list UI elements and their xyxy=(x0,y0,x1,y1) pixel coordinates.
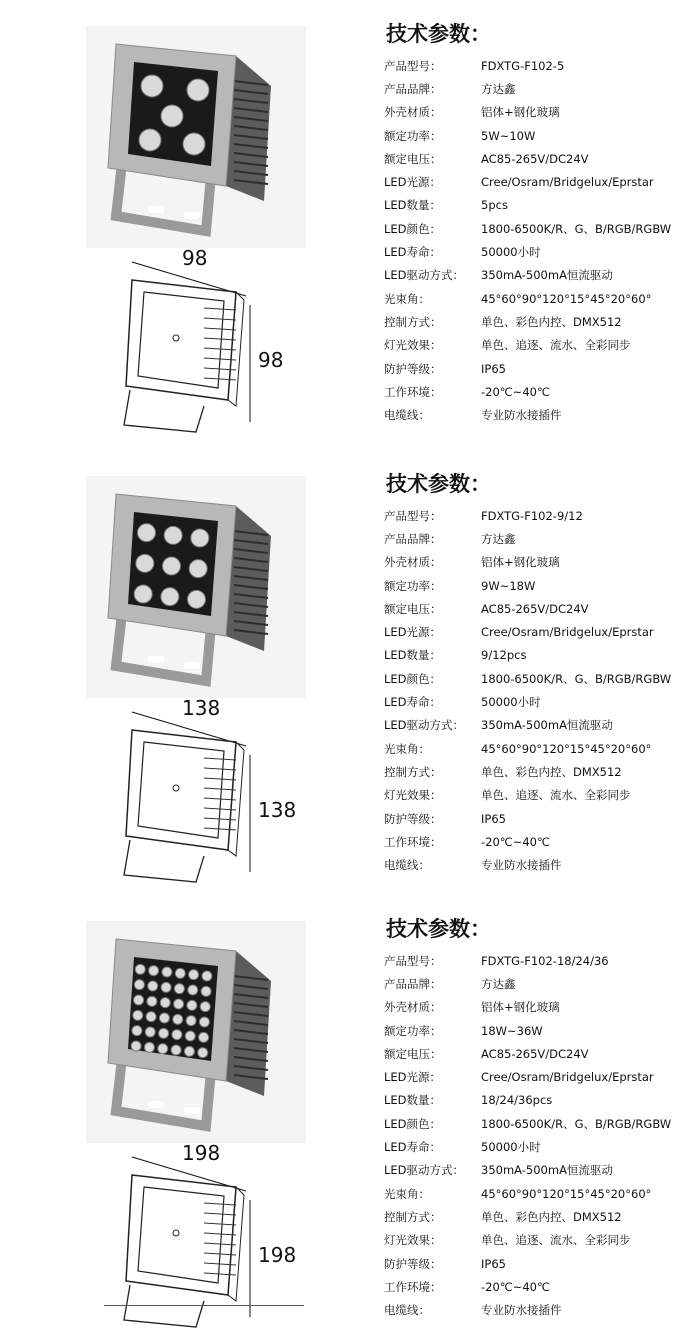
spec-value: 专业防水接插件 xyxy=(481,1303,562,1318)
spec-title: 技术参数： xyxy=(386,917,491,941)
led-chip xyxy=(159,1028,169,1038)
spec-label: 额定电压： xyxy=(384,601,442,616)
led-chip xyxy=(138,524,156,542)
outline-fin xyxy=(204,758,236,760)
spec-label: 额定电压： xyxy=(384,151,442,166)
outline-fin xyxy=(204,328,236,330)
outline-bracket xyxy=(124,840,204,882)
outline-fin xyxy=(204,1273,236,1275)
spec-value: 350mA-500mA恒流驱动 xyxy=(481,718,613,733)
spec-row xyxy=(384,972,694,995)
spec-label: 灯光效果： xyxy=(384,338,442,353)
spec-row xyxy=(384,527,694,550)
led-chip xyxy=(149,966,159,976)
spec-label: LED驱动方式： xyxy=(384,718,465,733)
spec-label: 电缆线： xyxy=(384,1303,430,1318)
spec-value: 50000小时 xyxy=(481,695,541,710)
spec-value: 单色、追逐、流水、全彩同步 xyxy=(481,338,631,353)
spec-row xyxy=(384,1065,694,1088)
led-chip xyxy=(139,129,161,151)
spec-label: LED数量： xyxy=(384,1093,442,1108)
led-chip xyxy=(189,970,199,980)
bracket-hole xyxy=(184,662,200,669)
outline-fin xyxy=(204,1263,236,1265)
spec-value: 1800-6500K/R、G、B/RGB/RGBW xyxy=(481,221,672,236)
led-chip xyxy=(199,1032,209,1042)
spec-row xyxy=(384,77,694,100)
spec-label: LED寿命： xyxy=(384,695,442,710)
spec-row xyxy=(384,830,694,853)
spec-row xyxy=(384,1275,694,1298)
spec-label: 灯光效果： xyxy=(384,1233,442,1248)
spec-row xyxy=(384,807,694,830)
spec-value: 45°60°90°120°15°45°20°60° xyxy=(481,741,652,756)
outline-fin xyxy=(204,338,236,340)
outline-fin xyxy=(204,1233,236,1235)
spec-label: LED光源： xyxy=(384,625,442,640)
led-chip xyxy=(171,1045,181,1055)
height-dimension-label: 98 xyxy=(258,348,284,372)
spec-label: LED光源： xyxy=(384,1070,442,1085)
led-chip xyxy=(162,967,172,977)
spec-label: 工作环境： xyxy=(384,384,442,399)
spec-label: LED颜色： xyxy=(384,221,442,236)
spec-row xyxy=(384,504,694,527)
spec-value: AC85-265V/DC24V xyxy=(481,601,589,616)
spec-label: LED驱动方式： xyxy=(384,268,465,283)
led-chip xyxy=(131,1041,141,1051)
dimension-drawing xyxy=(86,1141,316,1335)
spec-label: LED颜色： xyxy=(384,671,442,686)
spec-row xyxy=(384,357,694,380)
outline-fin xyxy=(204,818,236,820)
spec-value: 专业防水接插件 xyxy=(481,408,562,423)
spec-label: LED光源： xyxy=(384,175,442,190)
outline-side xyxy=(228,1187,244,1301)
spec-row xyxy=(384,1205,694,1228)
spec-label: 额定功率： xyxy=(384,128,442,143)
spec-label: 产品型号： xyxy=(384,953,442,968)
spec-row xyxy=(384,1019,694,1042)
spec-value: Cree/Osram/Bridgelux/Eprstar xyxy=(481,625,654,640)
led-chip xyxy=(161,982,171,992)
spec-value: 5pcs xyxy=(481,198,508,213)
spec-value: Cree/Osram/Bridgelux/Eprstar xyxy=(481,175,654,190)
spec-label: 产品品牌： xyxy=(384,81,442,96)
product-photo xyxy=(86,476,306,698)
width-dimension-label: 98 xyxy=(182,246,208,270)
spec-row xyxy=(384,551,694,574)
spec-value: 50000小时 xyxy=(481,245,541,260)
spec-row xyxy=(384,1182,694,1205)
dimension-drawing xyxy=(86,246,316,440)
led-chip xyxy=(161,588,179,606)
led-chip xyxy=(175,968,185,978)
outline-side xyxy=(228,742,244,856)
outline-screw xyxy=(173,785,179,791)
spec-row xyxy=(384,217,694,240)
spec-row xyxy=(384,949,694,972)
led-chip xyxy=(187,79,209,101)
spec-label: 灯光效果： xyxy=(384,788,442,803)
spec-label: 电缆线： xyxy=(384,858,430,873)
spec-label: 外壳材质： xyxy=(384,555,442,570)
bracket-hole xyxy=(148,1101,164,1108)
led-chip xyxy=(159,1013,169,1023)
spec-row xyxy=(384,1159,694,1182)
spec-value: AC85-265V/DC24V xyxy=(481,1046,589,1061)
led-chip xyxy=(183,133,205,155)
spec-label: 外壳材质： xyxy=(384,1000,442,1015)
spec-value: 专业防水接插件 xyxy=(481,858,562,873)
led-chip xyxy=(135,964,145,974)
spec-value: 18/24/36pcs xyxy=(481,1093,553,1108)
spec-row xyxy=(384,380,694,403)
bracket-hole xyxy=(148,206,164,213)
spec-row xyxy=(384,403,694,426)
outline-fin xyxy=(204,1213,236,1215)
spec-value: 单色、彩色内控、DMX512 xyxy=(481,764,622,779)
led-chip xyxy=(133,1010,143,1020)
spec-value: -20℃~40℃ xyxy=(481,384,550,399)
spec-value: IP65 xyxy=(481,811,506,826)
spec-label: 防护等级： xyxy=(384,1256,442,1271)
outline-screw xyxy=(173,335,179,341)
spec-value: IP65 xyxy=(481,361,506,376)
spec-value: 45°60°90°120°15°45°20°60° xyxy=(481,291,652,306)
product-photo xyxy=(86,921,306,1143)
spec-value: 单色、彩色内控、DMX512 xyxy=(481,1209,622,1224)
led-chip xyxy=(132,1026,142,1036)
spec-row xyxy=(384,170,694,193)
led-chip xyxy=(173,1014,183,1024)
outline-lens xyxy=(138,742,224,838)
spec-label: LED寿命： xyxy=(384,1140,442,1155)
spec-value: 350mA-500mA恒流驱动 xyxy=(481,268,613,283)
spec-row xyxy=(384,853,694,876)
led-chip xyxy=(198,1048,208,1058)
width-dimension-label: 138 xyxy=(182,696,221,720)
spec-row xyxy=(384,1135,694,1158)
spec-value: 铝体+钢化玻璃 xyxy=(481,105,560,120)
spec-label: 工作环境： xyxy=(384,834,442,849)
spec-label: LED数量： xyxy=(384,198,442,213)
led-chip xyxy=(200,1002,210,1012)
spec-label: 额定功率： xyxy=(384,1023,442,1038)
spec-label: 光束角： xyxy=(384,291,430,306)
spec-label: 控制方式： xyxy=(384,764,442,779)
outline-lens xyxy=(138,292,224,388)
spec-row xyxy=(384,287,694,310)
spec-row xyxy=(384,334,694,357)
led-chip xyxy=(144,1042,154,1052)
height-dimension-label: 138 xyxy=(258,798,297,822)
spec-value: 方达鑫 xyxy=(481,976,516,991)
spec-value: 单色、彩色内控、DMX512 xyxy=(481,314,622,329)
outline-fin xyxy=(204,368,236,370)
spec-value: 5W~10W xyxy=(481,128,536,143)
spec-row xyxy=(384,310,694,333)
spec-value: FDXTG-F102-18/24/36 xyxy=(481,953,609,968)
spec-value: FDXTG-F102-5 xyxy=(481,58,565,73)
spec-label: LED驱动方式： xyxy=(384,1163,465,1178)
dimension-drawing xyxy=(86,696,316,890)
led-chip xyxy=(188,590,206,608)
spec-label: 额定电压： xyxy=(384,1046,442,1061)
outline-screw xyxy=(173,1230,179,1236)
spec-row xyxy=(384,1042,694,1065)
spec-value: 18W~36W xyxy=(481,1023,543,1038)
spec-row xyxy=(384,1298,694,1321)
spec-row xyxy=(384,737,694,760)
spec-row xyxy=(384,667,694,690)
led-chip xyxy=(141,75,163,97)
spec-value: 9/12pcs xyxy=(481,648,527,663)
spec-label: 外壳材质： xyxy=(384,105,442,120)
spec-label: 产品品牌： xyxy=(384,531,442,546)
spec-label: 光束角： xyxy=(384,741,430,756)
led-chip xyxy=(172,1030,182,1040)
outline-bracket xyxy=(124,1285,204,1327)
led-chip xyxy=(146,1012,156,1022)
led-chip xyxy=(158,1044,168,1054)
outline-bracket xyxy=(124,390,204,432)
spec-row xyxy=(384,714,694,737)
product-photo xyxy=(86,26,306,248)
led-chip xyxy=(188,985,198,995)
led-chip xyxy=(134,585,152,603)
spec-value: 单色、追逐、流水、全彩同步 xyxy=(481,788,631,803)
outline-fin xyxy=(204,828,236,830)
spec-row xyxy=(384,101,694,124)
outline-fin xyxy=(204,788,236,790)
bracket-hole xyxy=(148,656,164,663)
product-section xyxy=(0,450,700,895)
spec-value: Cree/Osram/Bridgelux/Eprstar xyxy=(481,1070,654,1085)
spec-row xyxy=(384,574,694,597)
spec-row xyxy=(384,620,694,643)
led-chip xyxy=(163,557,181,575)
led-chip xyxy=(174,984,184,994)
led-chip xyxy=(185,1031,195,1041)
spec-value: 1800-6500K/R、G、B/RGB/RGBW xyxy=(481,671,672,686)
led-chip xyxy=(184,1046,194,1056)
bracket-hole xyxy=(184,1107,200,1114)
spec-row xyxy=(384,1112,694,1135)
spec-label: 防护等级： xyxy=(384,361,442,376)
divider-line xyxy=(104,1305,304,1306)
outline-fin xyxy=(204,318,236,320)
outline-side xyxy=(228,292,244,406)
outline-fin xyxy=(204,778,236,780)
spec-row xyxy=(384,54,694,77)
spec-value: 铝体+钢化玻璃 xyxy=(481,555,560,570)
spec-row xyxy=(384,690,694,713)
spec-label: LED寿命： xyxy=(384,245,442,260)
spec-table xyxy=(384,470,694,877)
spec-title: 技术参数： xyxy=(386,22,491,46)
outline-fin xyxy=(204,1223,236,1225)
spec-row xyxy=(384,1089,694,1112)
height-dimension-label: 198 xyxy=(258,1243,297,1267)
width-dimension-label: 198 xyxy=(182,1141,221,1165)
outline-fin xyxy=(204,1203,236,1205)
led-chip xyxy=(147,996,157,1006)
outline-lens xyxy=(138,1187,224,1283)
spec-row xyxy=(384,194,694,217)
spec-label: 防护等级： xyxy=(384,811,442,826)
spec-row xyxy=(384,240,694,263)
spec-label: 额定功率： xyxy=(384,578,442,593)
bracket-hole xyxy=(184,212,200,219)
spec-label: LED数量： xyxy=(384,648,442,663)
led-chip xyxy=(201,986,211,996)
outline-fin xyxy=(204,378,236,380)
spec-value: -20℃~40℃ xyxy=(481,834,550,849)
spec-label: 控制方式： xyxy=(384,314,442,329)
spec-label: 电缆线： xyxy=(384,408,430,423)
spec-value: 1800-6500K/R、G、B/RGB/RGBW xyxy=(481,1116,672,1131)
led-chip xyxy=(187,1000,197,1010)
spec-value: 方达鑫 xyxy=(481,81,516,96)
led-chip xyxy=(202,971,212,981)
spec-title: 技术参数： xyxy=(386,472,491,496)
led-chip xyxy=(186,1016,196,1026)
spec-row xyxy=(384,1252,694,1275)
spec-value: FDXTG-F102-9/12 xyxy=(481,508,583,523)
led-chip xyxy=(199,1017,209,1027)
spec-row xyxy=(384,996,694,1019)
led-chip xyxy=(164,526,182,544)
spec-row xyxy=(384,147,694,170)
spec-row xyxy=(384,784,694,807)
spec-label: 工作环境： xyxy=(384,1279,442,1294)
spec-value: 45°60°90°120°15°45°20°60° xyxy=(481,1186,652,1201)
spec-value: AC85-265V/DC24V xyxy=(481,151,589,166)
spec-row xyxy=(384,597,694,620)
led-chip xyxy=(191,529,209,547)
spec-value: 单色、追逐、流水、全彩同步 xyxy=(481,1233,631,1248)
spec-value: 9W~18W xyxy=(481,578,536,593)
spec-label: 产品型号： xyxy=(384,58,442,73)
led-chip xyxy=(148,981,158,991)
spec-value: -20℃~40℃ xyxy=(481,1279,550,1294)
led-chip xyxy=(145,1027,155,1037)
led-chip xyxy=(136,554,154,572)
spec-label: 光束角： xyxy=(384,1186,430,1201)
outline-fin xyxy=(204,308,236,310)
spec-label: 产品品牌： xyxy=(384,976,442,991)
spec-row xyxy=(384,1229,694,1252)
spec-row xyxy=(384,264,694,287)
spec-value: 50000小时 xyxy=(481,1140,541,1155)
spec-value: IP65 xyxy=(481,1256,506,1271)
spec-row xyxy=(384,644,694,667)
led-chip xyxy=(174,999,184,1009)
spec-row xyxy=(384,124,694,147)
led-chip xyxy=(160,998,170,1008)
led-chip xyxy=(189,560,207,578)
spec-value: 350mA-500mA恒流驱动 xyxy=(481,1163,613,1178)
spec-table xyxy=(384,20,694,427)
spec-row xyxy=(384,760,694,783)
spec-label: 控制方式： xyxy=(384,1209,442,1224)
led-chip xyxy=(161,105,183,127)
spec-label: LED颜色： xyxy=(384,1116,442,1131)
spec-value: 铝体+钢化玻璃 xyxy=(481,1000,560,1015)
product-section xyxy=(0,895,700,1340)
spec-label: 产品型号： xyxy=(384,508,442,523)
product-section xyxy=(0,0,700,445)
outline-fin xyxy=(204,768,236,770)
led-chip xyxy=(134,980,144,990)
spec-table xyxy=(384,915,694,1322)
spec-value: 方达鑫 xyxy=(481,531,516,546)
led-chip xyxy=(134,995,144,1005)
